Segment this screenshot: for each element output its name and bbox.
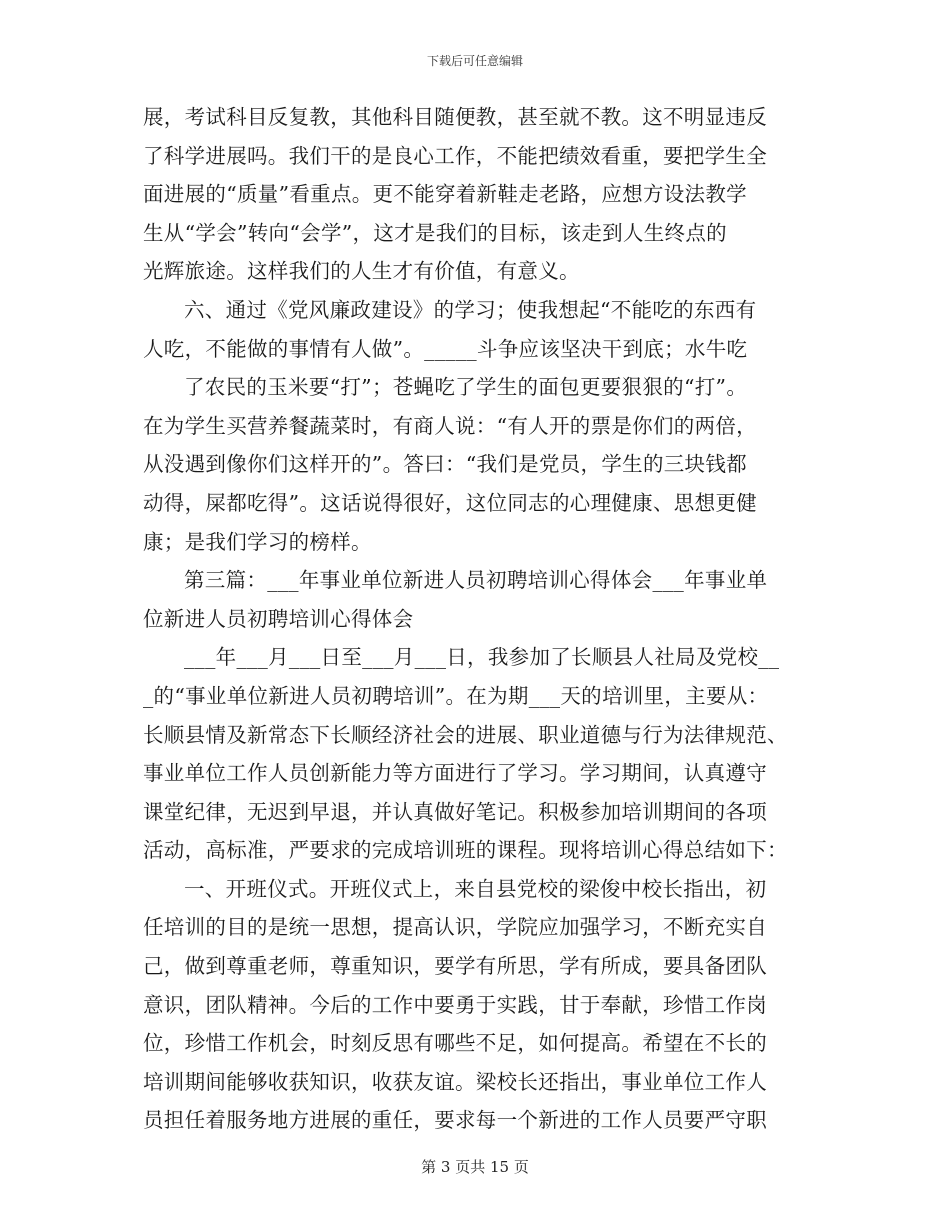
text-line: _的“事业单位新进人员初聘培训”。在为期___天的培训里，主要从：: [143, 683, 769, 708]
text-line: 生从“学会”转向“会学”，这才是我们的目标，该走到人生终点的: [143, 220, 727, 245]
text-line: 人吃，不能做的事情有人做”。_____斗争应该坚决干到底；水牛吃: [143, 336, 748, 361]
text-line: 康；是我们学习的榜样。: [143, 529, 372, 554]
text-line: 在为学生买营养餐蔬菜时，有商人说：“有人开的票是你们的两倍，: [143, 413, 757, 438]
page-header: 下载后可任意编辑: [426, 54, 523, 68]
text-line: 事业单位工作人员创新能力等方面进行了学习。学习期间，认真遵守: [143, 761, 767, 786]
text-line: 课堂纪律，无迟到早退，并认真做好笔记。积极参加培训期间的各项: [143, 799, 767, 824]
text-line: 长顺县情及新常态下长顺经济社会的进展、职业道德与行为法律规范、: [143, 722, 788, 747]
text-line: 意识，团队精神。今后的工作中要勇于实践，甘于奉献，珍惜工作岗: [143, 992, 767, 1017]
text-line: 了科学进展吗。我们干的是良心工作，不能把绩效看重，要把学生全: [143, 143, 767, 168]
paragraph-start-line: 六、通过《党风廉政建设》的学习；使我想起“不能吃的东西有: [184, 297, 757, 322]
section-title-line: 第三篇：___年事业单位新进人员初聘培训心得体会___年事业单: [184, 568, 768, 593]
paragraph-start-line: 一、开班仪式。开班仪式上，来自县党校的梁俊中校长指出，初: [184, 876, 767, 901]
text-line: 位，珍惜工作机会，时刻反思有哪些不足，如何提高。希望在不长的: [143, 1031, 767, 1056]
text-line: 面进展的“质量”看重点。更不能穿着新鞋走老路，应想方设法教学: [143, 182, 747, 207]
text-line: 从没遇到像你们这样开的”。答曰：“我们是党员，学生的三块钱都: [143, 452, 747, 477]
text-line: 了农民的玉米要“打”；苍蝇吃了学生的面包更要狠狠的“打”。: [184, 375, 748, 400]
text-line: 员担任着服务地方进展的重任，要求每一个新进的工作人员要严守职: [143, 1108, 767, 1133]
paragraph-start-line: ___年___月___日至___月___日，我参加了长顺县人社局及党校__: [184, 645, 780, 670]
text-line: 培训期间能够收获知识，收获友谊。梁校长还指出，事业单位工作人: [143, 1069, 767, 1094]
text-line: 光辉旅途。这样我们的人生才有价值，有意义。: [143, 259, 580, 284]
document-body: [143, 98, 808, 1140]
text-line: 展，考试科目反复教，其他科目随便教，甚至就不教。这不明显违反: [143, 105, 767, 129]
text-line: 任培训的目的是统一思想，提高认识，学院应加强学习，不断充实自: [143, 915, 767, 940]
text-line: 活动，高标准，严要求的完成培训班的课程。现将培训心得总结如下：: [143, 838, 788, 863]
text-line: 动得，屎都吃得”。这话说得很好，这位同志的心理健康、思想更健: [143, 490, 757, 515]
section-title-line: 位新进人员初聘培训心得体会: [143, 606, 414, 631]
page-footer: 第 3 页共 15 页: [421, 1158, 529, 1176]
text-line: 己，做到尊重老师，尊重知识，要学有所思，学有所成，要具备团队: [143, 954, 767, 979]
